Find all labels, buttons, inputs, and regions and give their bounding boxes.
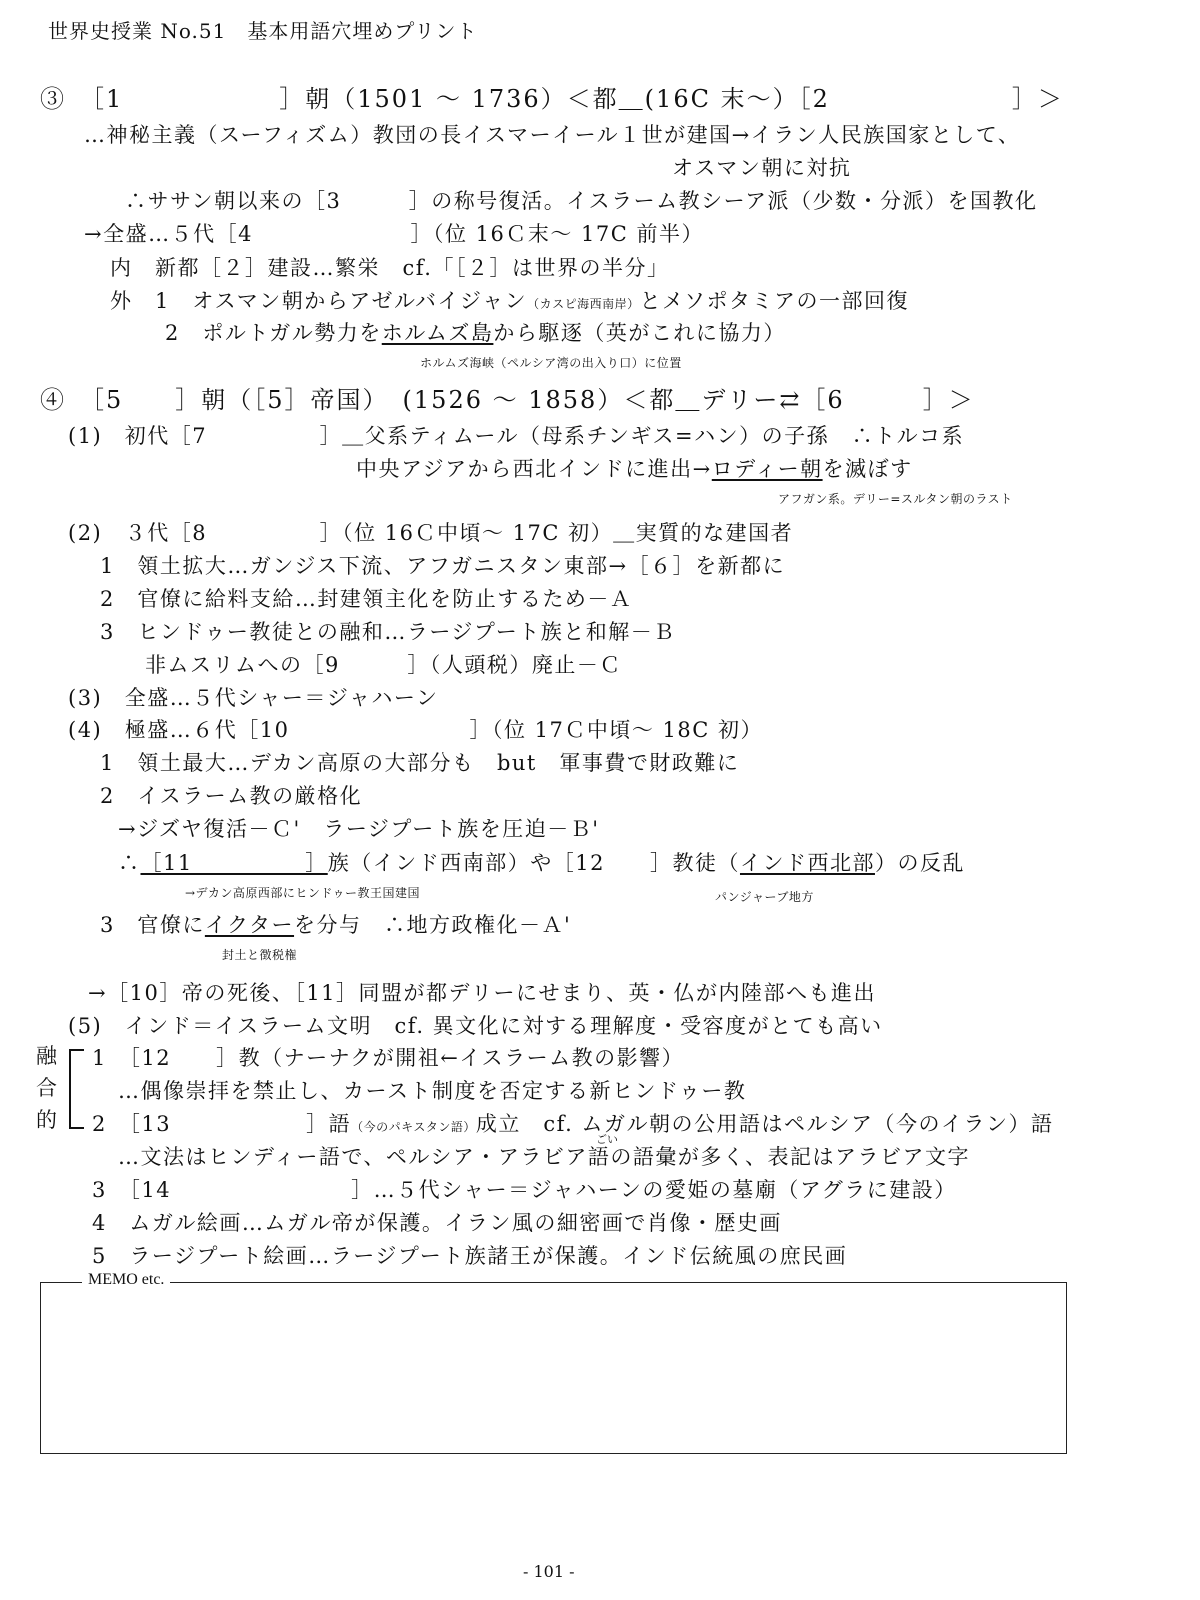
fusion-label-char: 的: [36, 1108, 57, 1132]
text-segment: 2 ［13 ］語: [92, 1112, 352, 1136]
text-line: →ジズヤ復活－Ｃ' ラージプート族を圧迫－Ｂ': [118, 817, 600, 841]
text-line: [100, 912, 571, 938]
text-segment: 中央アジアから西北インドに進出→: [356, 457, 712, 481]
text-segment: を分与 ∴地方政権化－Ａ': [294, 913, 572, 937]
text-line: (4) 極盛…６代［10 ］（位 17Ｃ中頃〜 18C 初）: [68, 718, 764, 742]
underlined-term: ホルムズ島: [381, 321, 494, 345]
text-line: [356, 456, 913, 482]
fusion-label-char: 合: [36, 1076, 57, 1100]
text-line: [165, 320, 786, 346]
underlined-term: インド西北部: [739, 851, 875, 875]
annotation-note: （カスピ海西南岸）: [527, 297, 640, 311]
text-line: [118, 850, 965, 876]
text-segment: ∴: [118, 851, 141, 875]
text-line: 非ムスリムへの［9 ］（人頭税）廃止－Ｃ: [145, 653, 622, 677]
text-segment: 族（インド西南部）や［12 ］教徒（: [327, 851, 740, 875]
text-line: (2) ３代［8 ］（位 16Ｃ中頃〜 17C 初）＿実質的な建国者: [68, 521, 794, 545]
underlined-term: ［11 ］: [140, 851, 328, 875]
text-segment: とメソポタミアの一部回復: [639, 289, 910, 313]
page-title: 世界史授業 No.51 基本用語穴埋めプリント: [48, 19, 478, 43]
text-line: 1 領土拡大…ガンジス下流、アフガニスタン東部→［６］を新都に: [100, 554, 786, 578]
section-4-heading: ④ ［5 ］朝（［5］帝国） (1526 〜 1858）＜都＿デリー⇄［6 ］＞: [40, 386, 975, 414]
page-number: - 101 -: [523, 1562, 575, 1581]
underlined-term: ロディー朝: [711, 457, 823, 481]
text-line: 2 イスラーム教の厳格化: [100, 784, 363, 808]
text-line: ∴ササン朝以来の［3 ］の称号復活。イスラーム教シーア派（少数・分派）を国教化: [125, 189, 1038, 213]
text-line: [92, 1111, 1053, 1140]
text-line: …文法はヒンディー語で、ペルシア・アラビア語の語彙が多く、表記はアラビア文字: [118, 1145, 970, 1169]
text-line: [110, 288, 909, 317]
fusion-bracket: [64, 1046, 86, 1132]
annotation-note: ホルムズ海峡（ペルシア湾の出入り口）に位置: [420, 356, 682, 370]
text-line: 3 ［14 ］…５代シャー＝ジャハーンの愛姫の墓廟（アグラに建設）: [92, 1178, 957, 1202]
section-3-heading: ③ ［1 ］朝（1501 〜 1736）＜都＿(16C 末〜）［2 ］＞: [40, 85, 1064, 113]
text-line: 5 ラージプート絵画…ラージプート族諸王が保護。インド伝統風の庶民画: [92, 1244, 848, 1268]
text-line: →［10］帝の死後、［11］同盟が都デリーにせまり、英・仏が内陸部へも進出: [88, 981, 877, 1005]
text-segment: 成立 cf. ムガル朝の公用語はペルシア（今のイラン）語: [475, 1112, 1054, 1136]
memo-label: MEMO etc.: [82, 1271, 170, 1289]
fusion-label-char: 融: [36, 1044, 57, 1068]
text-line: …神秘主義（スーフィズム）教団の長イスマーイール１世が建国→イラン人民族国家として、: [84, 123, 1021, 147]
text-line: …偶像崇拝を禁止し、カースト制度を否定する新ヒンドゥー教: [118, 1079, 747, 1103]
memo-box[interactable]: [40, 1282, 1067, 1454]
text-segment: 3 官僚に: [100, 913, 205, 937]
text-line: (5) インド＝イスラーム文明 cf. 異文化に対する理解度・受容度がとても高い: [68, 1014, 883, 1038]
annotation-note: パンジャーブ地方: [715, 890, 814, 904]
annotation-note: 封土と徴税権: [222, 948, 298, 962]
annotation-note: （今のパキスタン語）: [351, 1120, 476, 1134]
text-line: 内 新都［２］建設…繁栄 cf.「［２］は世界の半分」: [110, 256, 670, 280]
text-line: 1 領土最大…デカン高原の大部分も but 軍事費で財政難に: [100, 751, 740, 775]
underlined-term: イクター: [204, 913, 295, 937]
text-line: 2 官僚に給料支給…封建領主化を防止するため－Ａ: [100, 587, 633, 611]
text-segment: を滅ぼす: [822, 457, 913, 481]
text-segment: 外 1 オスマン朝からアゼルバイジャン: [110, 289, 528, 313]
text-line: 3 ヒンドゥー教徒との融和…ラージプート族と和解－Ｂ: [100, 620, 676, 644]
text-line: オスマン朝に対抗: [672, 156, 852, 180]
annotation-note: →デカン高原西部にヒンドゥー教王国建国: [185, 886, 421, 900]
text-segment: ）の反乱: [874, 851, 965, 875]
annotation-note: アフガン系。デリー=スルタン朝のラスト: [778, 492, 1013, 506]
ruby-reading: ごい: [596, 1133, 618, 1146]
text-segment: 2 ポルトガル勢力を: [165, 321, 382, 345]
text-line: →全盛…５代［4 ］（位 16Ｃ末〜 17C 前半）: [84, 222, 704, 246]
text-line: (3) 全盛…５代シャー＝ジャハーン: [68, 686, 439, 710]
text-line: (1) 初代［7 ］＿父系ティムール（母系チンギス=ハン）の子孫 ∴トルコ系: [68, 424, 965, 448]
text-segment: から駆逐（英がこれに協力）: [493, 321, 786, 345]
text-line: 1 ［12 ］教（ナーナクが開祖←イスラーム教の影響）: [92, 1046, 685, 1070]
text-line: 4 ムガル絵画…ムガル帝が保護。イラン風の細密画で肖像・歴史画: [92, 1211, 782, 1235]
